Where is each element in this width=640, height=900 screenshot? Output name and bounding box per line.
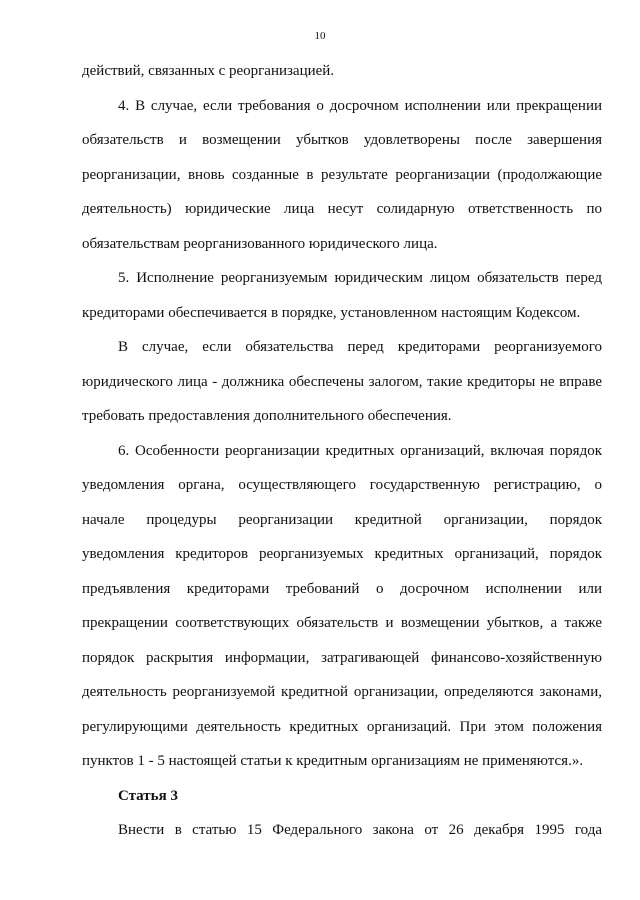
- text-line: реорганизации, вновь созданные в результате реорганизации (продолжающие: [82, 166, 602, 183]
- text-line: предъявления кредиторами требований о досрочном исполнении или: [82, 580, 602, 597]
- text-line: 6. Особенности реорганизации кредитных организаций, включая порядок: [118, 442, 602, 459]
- text-line: деятельность) юридические лица несут солидарную ответственность по: [82, 201, 602, 217]
- text-line: 5. Исполнение реорганизуемым юридическим лицом обязательств перед: [118, 270, 602, 286]
- text-line: деятельность реорганизуемой кредитной организации, определяются законами,: [82, 684, 602, 700]
- text-line: регулирующими деятельность кредитных организаций. При этом положения: [82, 718, 602, 735]
- text-line: пунктов 1 - 5 настоящей статьи к кредитным организациям не применяются.».: [82, 753, 584, 769]
- text-line: действий, связанных с реорганизацией.: [82, 63, 335, 79]
- text-line: юридического лица - должника обеспечены залогом, такие кредиторы не вправе: [82, 373, 602, 390]
- page-number: 10: [314, 30, 326, 42]
- text-line: уведомления кредиторов реорганизуемых кредитных организаций, порядок: [82, 546, 602, 562]
- text-line: Внести в статью 15 Федерального закона от 26 декабря 1995 года: [118, 822, 602, 838]
- text-line: обязательств и возмещении убытков удовлетворены после завершения: [82, 132, 602, 148]
- text-line: 4. В случае, если требования о досрочном исполнении или прекращении: [118, 97, 602, 114]
- text-line: требовать предоставления дополнительного обеспечения.: [82, 408, 452, 424]
- text-line: обязательствам реорганизованного юридического лица.: [82, 235, 438, 252]
- text-line: начале процедуры реорганизации кредитной организации, порядок: [82, 511, 602, 528]
- document-body: [82, 54, 602, 848]
- text-line: В случае, если обязательства перед кредиторами реорганизуемого: [118, 339, 602, 355]
- text-line: кредиторами обеспечивается в порядке, установленном настоящим Кодексом.: [82, 304, 581, 321]
- text-line: прекращении соответствующих обязательств и возмещении убытков, а также: [82, 615, 602, 631]
- text-line: порядок раскрытия информации, затрагивающей финансово-хозяйственную: [82, 649, 602, 666]
- text-line: уведомления органа, осуществляющего государственную регистрацию, о: [82, 477, 602, 493]
- section-heading: Статья 3: [118, 787, 178, 804]
